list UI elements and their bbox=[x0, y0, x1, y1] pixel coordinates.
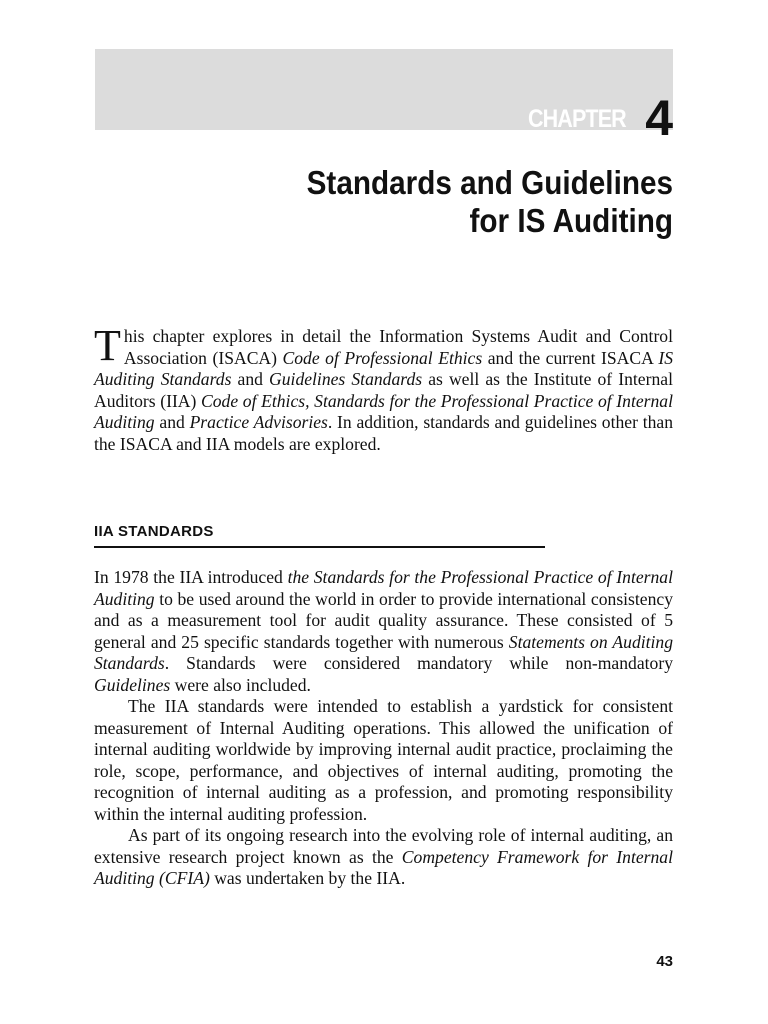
paragraph-text: In 1978 the IIA introduced bbox=[94, 567, 288, 587]
chapter-label: CHAPTER bbox=[528, 105, 626, 133]
intro-italic: IS Auditing Standards bbox=[94, 347, 673, 389]
paragraph-2: The IIA standards were intended to establish a yardstick for consistent measurement of Internal Auditing operations. This allowed the unification of internal auditing worldwide by improving internal audit practice, proclaiming the role, scope, performance, and objectives of internal auditing, promoting the recognition of internal auditing as a profession, and promoting responsibility within the internal auditing profession. bbox=[94, 696, 673, 824]
intro-text: and the current ISACA bbox=[482, 347, 659, 368]
page-number: 43 bbox=[656, 953, 673, 970]
chapter-number: 4 bbox=[645, 90, 673, 146]
drop-cap: T bbox=[94, 321, 121, 370]
chapter-title bbox=[205, 164, 673, 240]
paragraph-text: . Standards were considered mandatory while non-mandatory bbox=[164, 653, 673, 673]
paragraph-3 bbox=[94, 825, 673, 890]
intro-italic: Guidelines Standards bbox=[269, 369, 423, 389]
section-heading: IIA STANDARDS bbox=[94, 523, 214, 540]
paragraph-italic: Guidelines bbox=[94, 674, 171, 695]
intro-text: as well as the Institute of Internal Auditors (IIA) bbox=[94, 369, 673, 411]
chapter-header-band bbox=[95, 49, 673, 146]
paragraph-italic: the Standards for the Professional Practice of Internal Auditing bbox=[94, 567, 673, 609]
section-body bbox=[94, 567, 673, 890]
section-rule bbox=[94, 546, 545, 548]
paragraph-text: to be used around the world in order to provide international consistency and as a measurement tool for audit quality assurance. These consisted of 5 general and 25 specific standards together with numerous bbox=[94, 588, 673, 652]
paragraph-italic: Statements on Auditing Standards bbox=[94, 631, 673, 673]
intro-italic: Practice Advisories bbox=[189, 412, 328, 432]
paragraph-italic: Competency Framework for Internal Auditing (CFIA) bbox=[94, 846, 673, 888]
intro-text: and bbox=[154, 412, 190, 432]
intro-text: . In addition, standards and guidelines other than the ISACA and IIA models are explored. bbox=[94, 412, 674, 454]
intro-text: and bbox=[231, 369, 270, 389]
paragraph-text: As part of its ongoing research into the evolving role of internal auditing, an extensive research project known as the bbox=[94, 825, 673, 867]
chapter-title-line-1: Standards and Guidelines bbox=[306, 164, 673, 201]
intro-text: his chapter explores in detail the Information Systems Audit and Control Association (ISACA) bbox=[123, 326, 673, 368]
intro-italic: Code of Professional Ethics bbox=[282, 347, 483, 368]
intro-paragraph bbox=[94, 321, 674, 455]
paragraph-1 bbox=[94, 567, 673, 696]
chapter-title-line-2: for IS Auditing bbox=[469, 202, 673, 239]
paragraph-text: were also included. bbox=[170, 674, 311, 695]
intro-italic: Code of Ethics, Standards for the Professional Practice of Internal Auditing bbox=[94, 390, 673, 432]
paragraph-text: was undertaken by the IIA. bbox=[209, 868, 406, 888]
